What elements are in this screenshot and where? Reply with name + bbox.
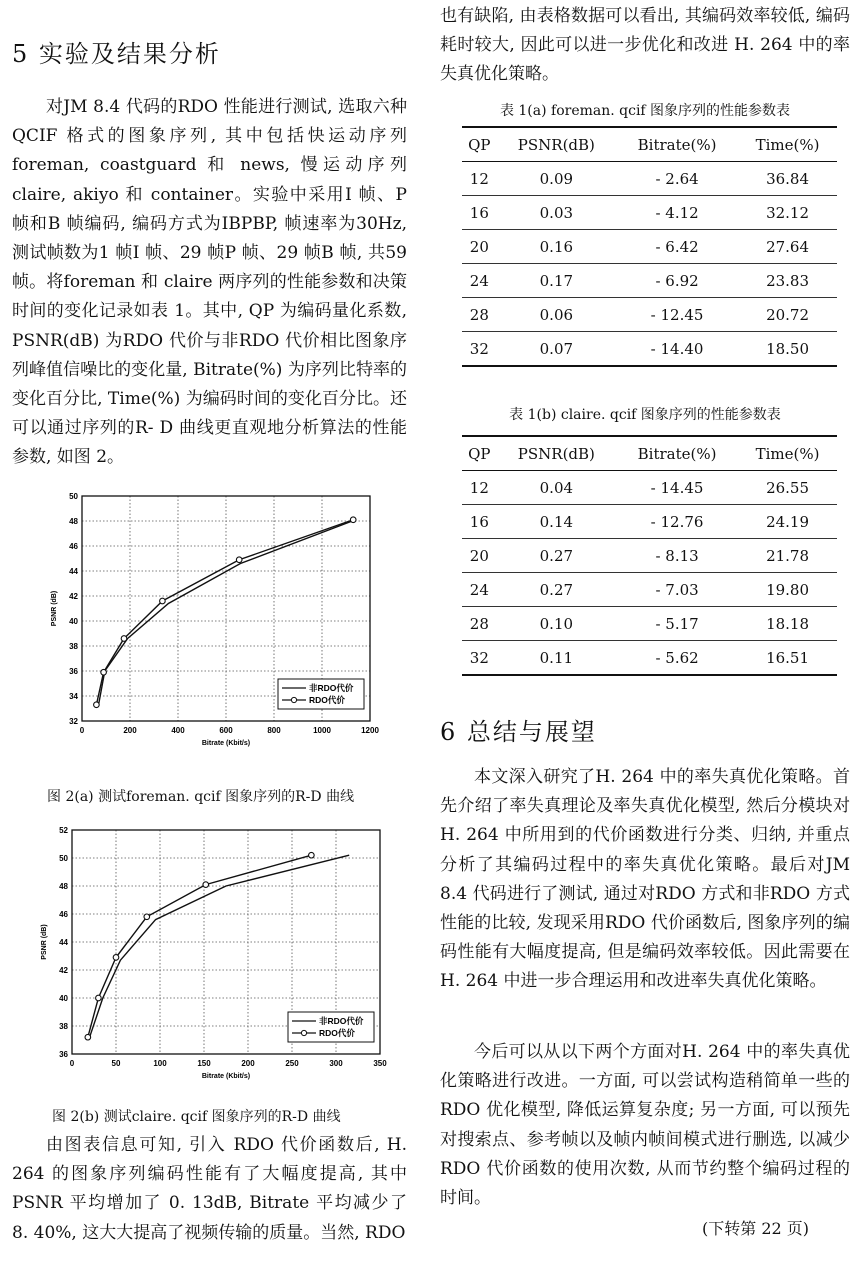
table-cell: 0.27: [497, 539, 616, 573]
table-1a: [462, 126, 837, 367]
y-tick-label: 32: [69, 717, 78, 726]
table-cell: 0.06: [497, 298, 616, 332]
table-cell: 28: [462, 607, 497, 641]
column-header: Time(%): [738, 436, 837, 471]
table-row: [462, 162, 837, 196]
table-cell: 20: [462, 230, 497, 264]
y-tick-label: 52: [59, 826, 68, 835]
x-tick-label: 1000: [313, 726, 331, 735]
table-row: [462, 264, 837, 298]
table-cell: - 8.13: [616, 539, 738, 573]
y-tick-label: 48: [59, 882, 68, 891]
table-1a-header-row: [462, 127, 837, 162]
table-cell: 18.50: [738, 332, 837, 367]
table-cell: 32.12: [738, 196, 837, 230]
x-tick-label: 50: [111, 1059, 121, 1068]
continued-on-page-note: (下转第 22 页): [702, 1219, 810, 1238]
table-cell: 0.04: [497, 471, 616, 505]
data-point: [113, 955, 119, 961]
figure-2b-caption: 图 2(b) 测试claire. qcif 图象序列的R-D 曲线: [52, 1109, 341, 1125]
y-tick-label: 44: [59, 938, 68, 947]
x-tick-label: 600: [219, 726, 233, 735]
section-6-paragraph-1: 本文深入研究了H. 264 中的率失真优化策略。首先介绍了率失真理论及率失真优化模型, 然后分模块对H. 264 中所用到的代价函数进行分类、归纳, 并重点分析了其编码过程中的率失真优化策略。最后对JM 8.4 代码进行了测试, 通过对RDO 方式和非RDO 方式性能的比较, 发现采用RDO 代价函数后, 图象序列的编码性能有大幅度提高, 但是编码效率较低。因此需要在H. 264 中进一步合理运用和改进率失真优化策略。: [440, 767, 850, 992]
legend-label: RDO代价: [309, 695, 345, 705]
table-cell: 16: [462, 505, 497, 539]
column-header: Time(%): [738, 127, 837, 162]
figure-2a-caption: 图 2(a) 测试foreman. qcif 图象序列的R-D 曲线: [47, 789, 355, 805]
table-cell: 0.27: [497, 573, 616, 607]
y-axis-label: PSNR (dB): [51, 590, 58, 627]
table-cell: - 6.92: [616, 264, 738, 298]
column-header: Bitrate(%): [616, 436, 738, 471]
table-cell: 21.78: [738, 539, 837, 573]
x-tick-label: 350: [373, 1059, 387, 1068]
series-line-1: [99, 520, 356, 704]
table-cell: 36.84: [738, 162, 837, 196]
y-tick-label: 42: [59, 966, 68, 975]
rd-curve-foreman-chart: [42, 488, 382, 758]
column-header: QP: [462, 127, 497, 162]
table-cell: 24: [462, 264, 497, 298]
column-header: PSNR(dB): [497, 436, 616, 471]
x-axis-label: Bitrate (Kbit/s): [201, 1073, 251, 1080]
x-tick-label: 400: [171, 726, 185, 735]
table-cell: 0.10: [497, 607, 616, 641]
continued-paragraph: 也有缺陷, 由表格数据可以看出, 其编码效率较低, 编码耗时较大, 因此可以进一步优化和改进 H. 264 中的率失真优化策略。: [440, 6, 850, 85]
y-tick-label: 42: [69, 592, 78, 601]
data-point: [85, 1034, 91, 1040]
y-tick-label: 44: [69, 567, 78, 576]
table-row: [462, 539, 837, 573]
x-tick-label: 200: [123, 726, 137, 735]
x-tick-label: 100: [153, 1059, 167, 1068]
data-point: [309, 852, 315, 858]
y-tick-label: 40: [59, 994, 68, 1003]
table-row: [462, 298, 837, 332]
table-cell: 0.09: [497, 162, 616, 196]
section-6-heading: 6 总结与展望: [440, 718, 597, 746]
data-point: [350, 517, 356, 523]
x-tick-label: 800: [267, 726, 281, 735]
table-cell: 27.64: [738, 230, 837, 264]
table-cell: - 5.17: [616, 607, 738, 641]
x-axis-label: Bitrate (Kbit/s): [201, 740, 251, 747]
legend-label: 非RDO代价: [309, 683, 354, 693]
column-header: Bitrate(%): [616, 127, 738, 162]
data-point: [96, 995, 102, 1001]
table-cell: - 2.64: [616, 162, 738, 196]
section-5-heading: 5 实验及结果分析: [12, 40, 221, 68]
data-point: [160, 598, 166, 604]
table-cell: - 4.12: [616, 196, 738, 230]
table-cell: - 14.40: [616, 332, 738, 367]
table-cell: 24: [462, 573, 497, 607]
y-tick-label: 38: [59, 1022, 68, 1031]
table-cell: 12: [462, 471, 497, 505]
series-line-1: [90, 855, 350, 1037]
table-row: [462, 471, 837, 505]
data-point: [121, 636, 127, 642]
y-tick-label: 46: [59, 910, 68, 919]
table-cell: 0.16: [497, 230, 616, 264]
rd-curve-claire-chart: [42, 822, 392, 1092]
column-header: QP: [462, 436, 497, 471]
y-axis-label: PSNR (dB): [41, 924, 48, 960]
table-cell: 20: [462, 539, 497, 573]
table-cell: 0.07: [497, 332, 616, 367]
data-point: [101, 669, 107, 675]
data-point: [203, 882, 209, 888]
data-point: [144, 914, 150, 920]
section-5-paragraph-1: 对JM 8.4 代码的RDO 性能进行测试, 选取六种QCIF 格式的图象序列, 其中包括快运动序列 foreman, coastguard 和 news, 慢运动序列 claire, akiyo 和 container。实验中采用I 帧、P 帧和B 帧编码, 编码方式为IBPBP, 帧速率为30Hz, 测试帧数为1 帧I 帧、29 帧P 帧、29 帧B 帧, 共59 帧。将foreman 和 claire 两序列的性能参数和决策时间的变化记录如表 1。其中, QP 为编码量化系数, PSNR(dB) 为RDO 代价与非RDO 代价相比图象序列峰值信噪比的变化量, Bitrate(%) 为序列比特率的变化百分比, Time(%) 为编码时间的变化百分比。还可以通过序列的R- D 曲线更直观地分析算法的性能参数, 如图 2。: [12, 97, 407, 468]
y-tick-label: 36: [59, 1050, 68, 1059]
data-point: [94, 702, 100, 708]
y-tick-label: 40: [69, 617, 78, 626]
x-tick-label: 0: [79, 726, 85, 735]
y-tick-label: 38: [69, 642, 78, 651]
data-point: [236, 557, 242, 563]
table-row: [462, 332, 837, 367]
section-5-paragraph-2: 由图表信息可知, 引入 RDO 代价函数后, H. 264 的图象序列编码性能有了大幅度提高, 其中 PSNR 平均增加了 0. 13dB, Bitrate 平均减少了 8. 40%, 这大大提高了视频传输的质量。当然, RDO: [12, 1135, 407, 1243]
table-cell: - 12.45: [616, 298, 738, 332]
series-line-2: [96, 520, 353, 705]
table-cell: 28: [462, 298, 497, 332]
table-cell: - 6.42: [616, 230, 738, 264]
table-1b: [462, 435, 837, 676]
table-row: [462, 230, 837, 264]
table-cell: 26.55: [738, 471, 837, 505]
legend-label: RDO代价: [319, 1028, 355, 1038]
table-cell: - 14.45: [616, 471, 738, 505]
column-header: PSNR(dB): [497, 127, 616, 162]
table-cell: 16.51: [738, 641, 837, 676]
table-cell: - 5.62: [616, 641, 738, 676]
table-cell: 32: [462, 641, 497, 676]
table-row: [462, 573, 837, 607]
legend-marker: [301, 1030, 306, 1035]
table-row: [462, 607, 837, 641]
table-cell: - 7.03: [616, 573, 738, 607]
y-tick-label: 34: [69, 692, 78, 701]
table-cell: 19.80: [738, 573, 837, 607]
x-tick-label: 150: [197, 1059, 211, 1068]
legend-label: 非RDO代价: [319, 1016, 364, 1026]
y-tick-label: 50: [59, 854, 68, 863]
legend-marker: [291, 697, 296, 702]
table-cell: 0.11: [497, 641, 616, 676]
table-1b-header-row: [462, 436, 837, 471]
table-cell: - 12.76: [616, 505, 738, 539]
table-cell: 12: [462, 162, 497, 196]
x-tick-label: 250: [285, 1059, 299, 1068]
table-1a-caption: 表 1(a) foreman. qcif 图象序列的性能参数表: [499, 103, 791, 119]
y-tick-label: 48: [69, 517, 78, 526]
table-row: [462, 505, 837, 539]
table-1b-caption: 表 1(b) claire. qcif 图象序列的性能参数表: [509, 407, 781, 423]
y-tick-label: 46: [69, 542, 78, 551]
table-cell: 32: [462, 332, 497, 367]
series-line-2: [88, 855, 312, 1037]
y-tick-label: 50: [69, 492, 78, 501]
table-cell: 0.03: [497, 196, 616, 230]
table-cell: 24.19: [738, 505, 837, 539]
table-cell: 18.18: [738, 607, 837, 641]
y-tick-label: 36: [69, 667, 78, 676]
x-tick-label: 200: [241, 1059, 255, 1068]
section-6-paragraph-2: 今后可以从以下两个方面对H. 264 中的率失真优化策略进行改进。一方面, 可以尝试构造稍简单一些的RDO 优化模型, 降低运算复杂度; 另一方面, 可以预先对搜索点、参考帧以及帧内帧间模式进行删选, 以减少RDO 代价函数的使用次数, 从而节约整个编码过程的时间。: [440, 1042, 850, 1209]
x-tick-label: 0: [69, 1059, 75, 1068]
table-row: [462, 641, 837, 676]
table-cell: 16: [462, 196, 497, 230]
table-row: [462, 196, 837, 230]
table-cell: 20.72: [738, 298, 837, 332]
table-cell: 0.14: [497, 505, 616, 539]
x-tick-label: 300: [329, 1059, 343, 1068]
x-tick-label: 1200: [361, 726, 379, 735]
table-cell: 0.17: [497, 264, 616, 298]
table-cell: 23.83: [738, 264, 837, 298]
